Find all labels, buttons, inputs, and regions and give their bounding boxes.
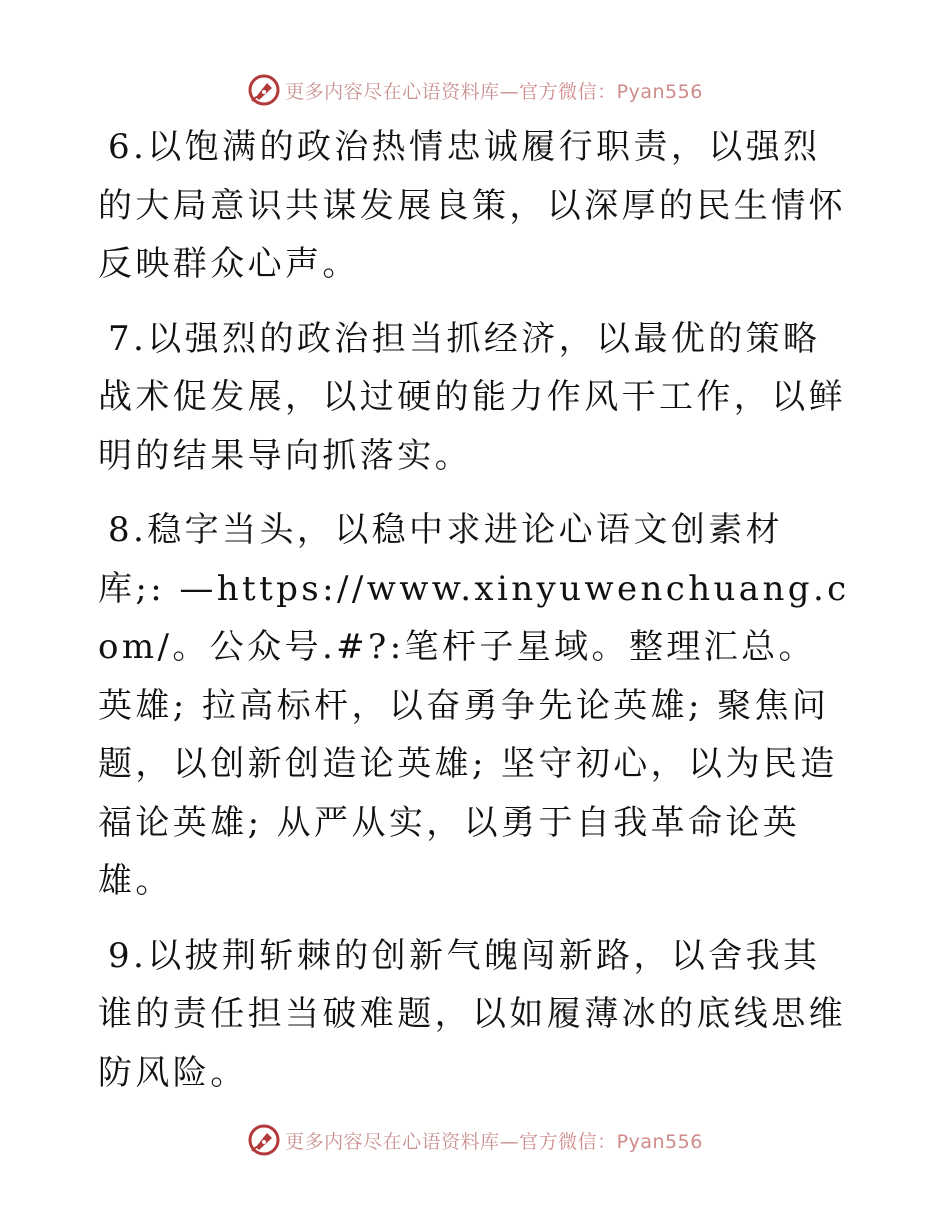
footer-banner [0, 1120, 950, 1160]
footer-site-text: 更多内容尽在心语资料库 [285, 1130, 500, 1153]
paragraph-6: 6.以饱满的政治热情忠诚履行职责，以强烈的大局意识共谋发展良策，以深厚的民生情怀反映群众心声。 [98, 127, 846, 284]
header-site-text: 更多内容尽在心语资料库 [285, 80, 500, 103]
header-dash: — [499, 80, 520, 103]
paragraph-9: 9.以披荆斩棘的创新气魄闯新路，以舍我其谁的责任担当破难题，以如履薄冰的底线思维防风险。 [98, 935, 846, 1093]
paragraph-7: 7.以强烈的政治担当抓经济，以最优的策略战术促发展，以过硬的能力作风干工作，以鲜明的结果导向抓落实。 [98, 318, 846, 476]
document-body [98, 118, 850, 1118]
footer-dash: — [499, 1130, 520, 1153]
pen-nib-logo-icon [247, 1123, 281, 1157]
pen-nib-logo-icon [247, 73, 281, 107]
header-banner [0, 70, 950, 110]
footer-wechat-text: 官方微信：Pyan556 [519, 1130, 703, 1153]
header-banner-text [285, 77, 703, 104]
footer-banner-text [285, 1127, 703, 1154]
header-wechat-text: 官方微信：Pyan556 [519, 80, 703, 103]
paragraph-8: 8.稳字当头，以稳中求进论心语文创素材库;: —https://www.xinyuwenchuang.com/。公众号.#?:笔杆子星域。整理汇总。英雄; 拉高标杆，以奋勇争先论英雄; 聚焦问题，以创新创造论英雄; 坚守初心，以为民造福论英雄; 从严从实，以勇于自我革命论英雄。 [98, 510, 850, 901]
